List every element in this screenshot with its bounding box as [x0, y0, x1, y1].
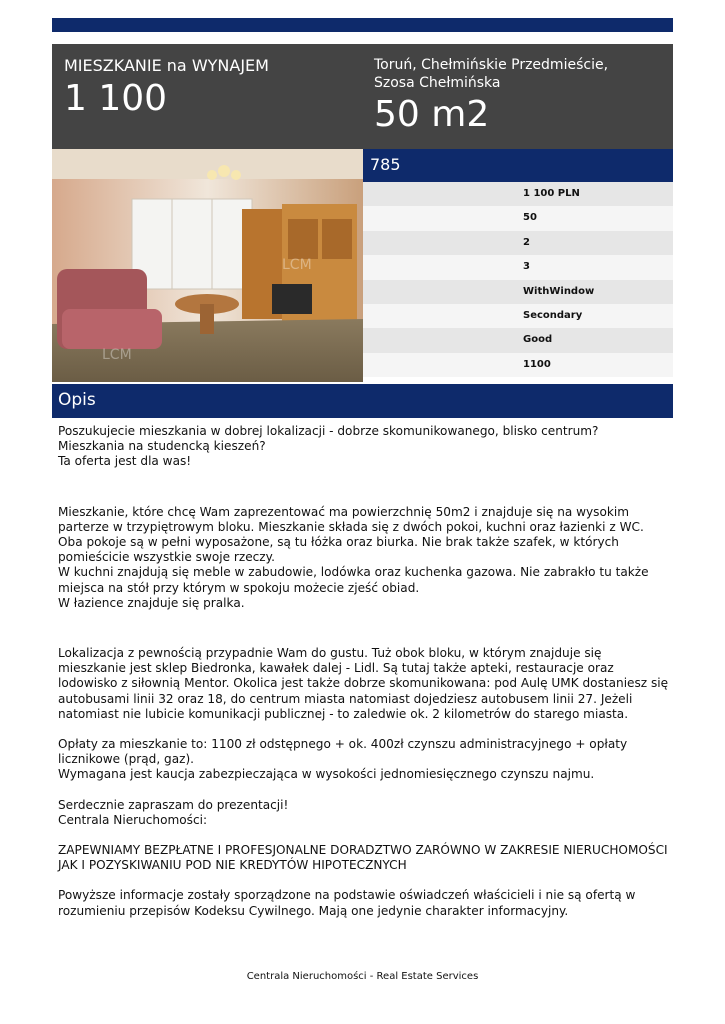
- description-paragraph: Mieszkanie, które chcę Wam zaprezentować ma powierzchnię 50m2 i znajduje się na wysokim parterze w trzypiętrowym bloku. Mieszkanie składa się z dwóch pokoi, kuchni oraz łazienki z WC. Oba pokoje są w pełni wyposażone, są tu łóżka oraz biurka. Nie brak także szafek, w których pomieścicie wszystkie swoje rzeczy. W kuchni znajdują się meble w zabudowie, lodówka oraz kuchenka gazowa. Nie zabrakło tu także miejsca na stół przy którym w spokoju możecie zjeść obiad. W łazience znajduje się pralka.: [58, 504, 649, 610]
- description-section-header: [52, 384, 673, 418]
- param-row: 1100: [363, 353, 673, 377]
- photo-watermark: LCM: [282, 257, 312, 273]
- listing-type: MIESZKANIE na WYNAJEM: [64, 56, 269, 75]
- description-paragraph: Lokalizacja z pewnością przypadnie Wam do gustu. Tuż obok bloku, w którym znajduje się mieszkanie jest sklep Biedronka, kawałek dalej - Lidl. Są tutaj także apteki, restauracje oraz lodowisko z siłownią Mentor. Okolica jest także dobrze skomunikowana: pod Aulę UMK dostaniesz się autobusami linii 32 oraz 18, do centrum miasta natomiast dojedziesz autobusem linii 27. Jeżeli natomiast nie lubicie komunikacji publicznej - to zaledwie ok. 2 kilometrów do starego miasta.: [58, 646, 669, 721]
- description-paragraph: Powyższe informacje zostały sporządzone na podstawie oświadczeń właścicieli i nie są ofertą w rozumieniu przepisów Kodeksu Cywilnego. Mają one jedynie charakter informacyjny.: [58, 888, 636, 918]
- param-row: Secondary: [363, 304, 673, 328]
- description-paragraph: Opłaty za mieszkanie to: 1100 zł odstępnego + ok. 400zł czynszu administracyjnego + opłaty licznikowe (prąd, gaz). Wymagana jest kaucja zabezpieczająca w wysokości jednomiesięcznego czynszu najmu.: [58, 737, 628, 782]
- location-line-1: Toruń, Chełmińskie Przedmieście,: [374, 57, 609, 73]
- parameters-table: [363, 182, 673, 377]
- description-paragraph: Poszukujecie mieszkania w dobrej lokalizacji - dobrze skomunikowanego, blisko centrum? Mieszkania na studencką kieszeń? Ta oferta jest dla was!: [58, 424, 599, 469]
- listing-id-bar: [363, 149, 673, 182]
- description-body: [58, 424, 670, 919]
- param-row: 3: [363, 255, 673, 279]
- listing-area: 50 m2: [374, 94, 490, 135]
- listing-id: 785: [370, 155, 401, 174]
- section-title: Opis: [58, 390, 96, 410]
- param-row: 50: [363, 206, 673, 230]
- param-row: Good: [363, 328, 673, 352]
- listing-header: [52, 44, 673, 149]
- param-row: 1 100 PLN: [363, 182, 673, 206]
- footer: Centrala Nieruchomości - Real Estate Services: [246, 971, 479, 982]
- param-row: 2: [363, 231, 673, 255]
- description-paragraph: ZAPEWNIAMY BEZPŁATNE I PROFESJONALNE DORADZTWO ZARÓWNO W ZAKRESIE NIERUCHOMOŚCI JAK I POZYSKIWANIU POD NIE KREDYTÓW HIPOTECZNYCH: [58, 843, 668, 873]
- apartment-photo: [52, 149, 363, 382]
- top-accent-bar: [52, 18, 673, 32]
- photo-watermark: LCM: [102, 347, 132, 363]
- description-paragraph: Serdecznie zapraszam do prezentacji! Centrala Nieruchomości:: [58, 797, 289, 827]
- listing-price: 1 100: [64, 78, 168, 119]
- param-row: WithWindow: [363, 280, 673, 304]
- location-line-2: Szosa Chełmińska: [374, 75, 501, 91]
